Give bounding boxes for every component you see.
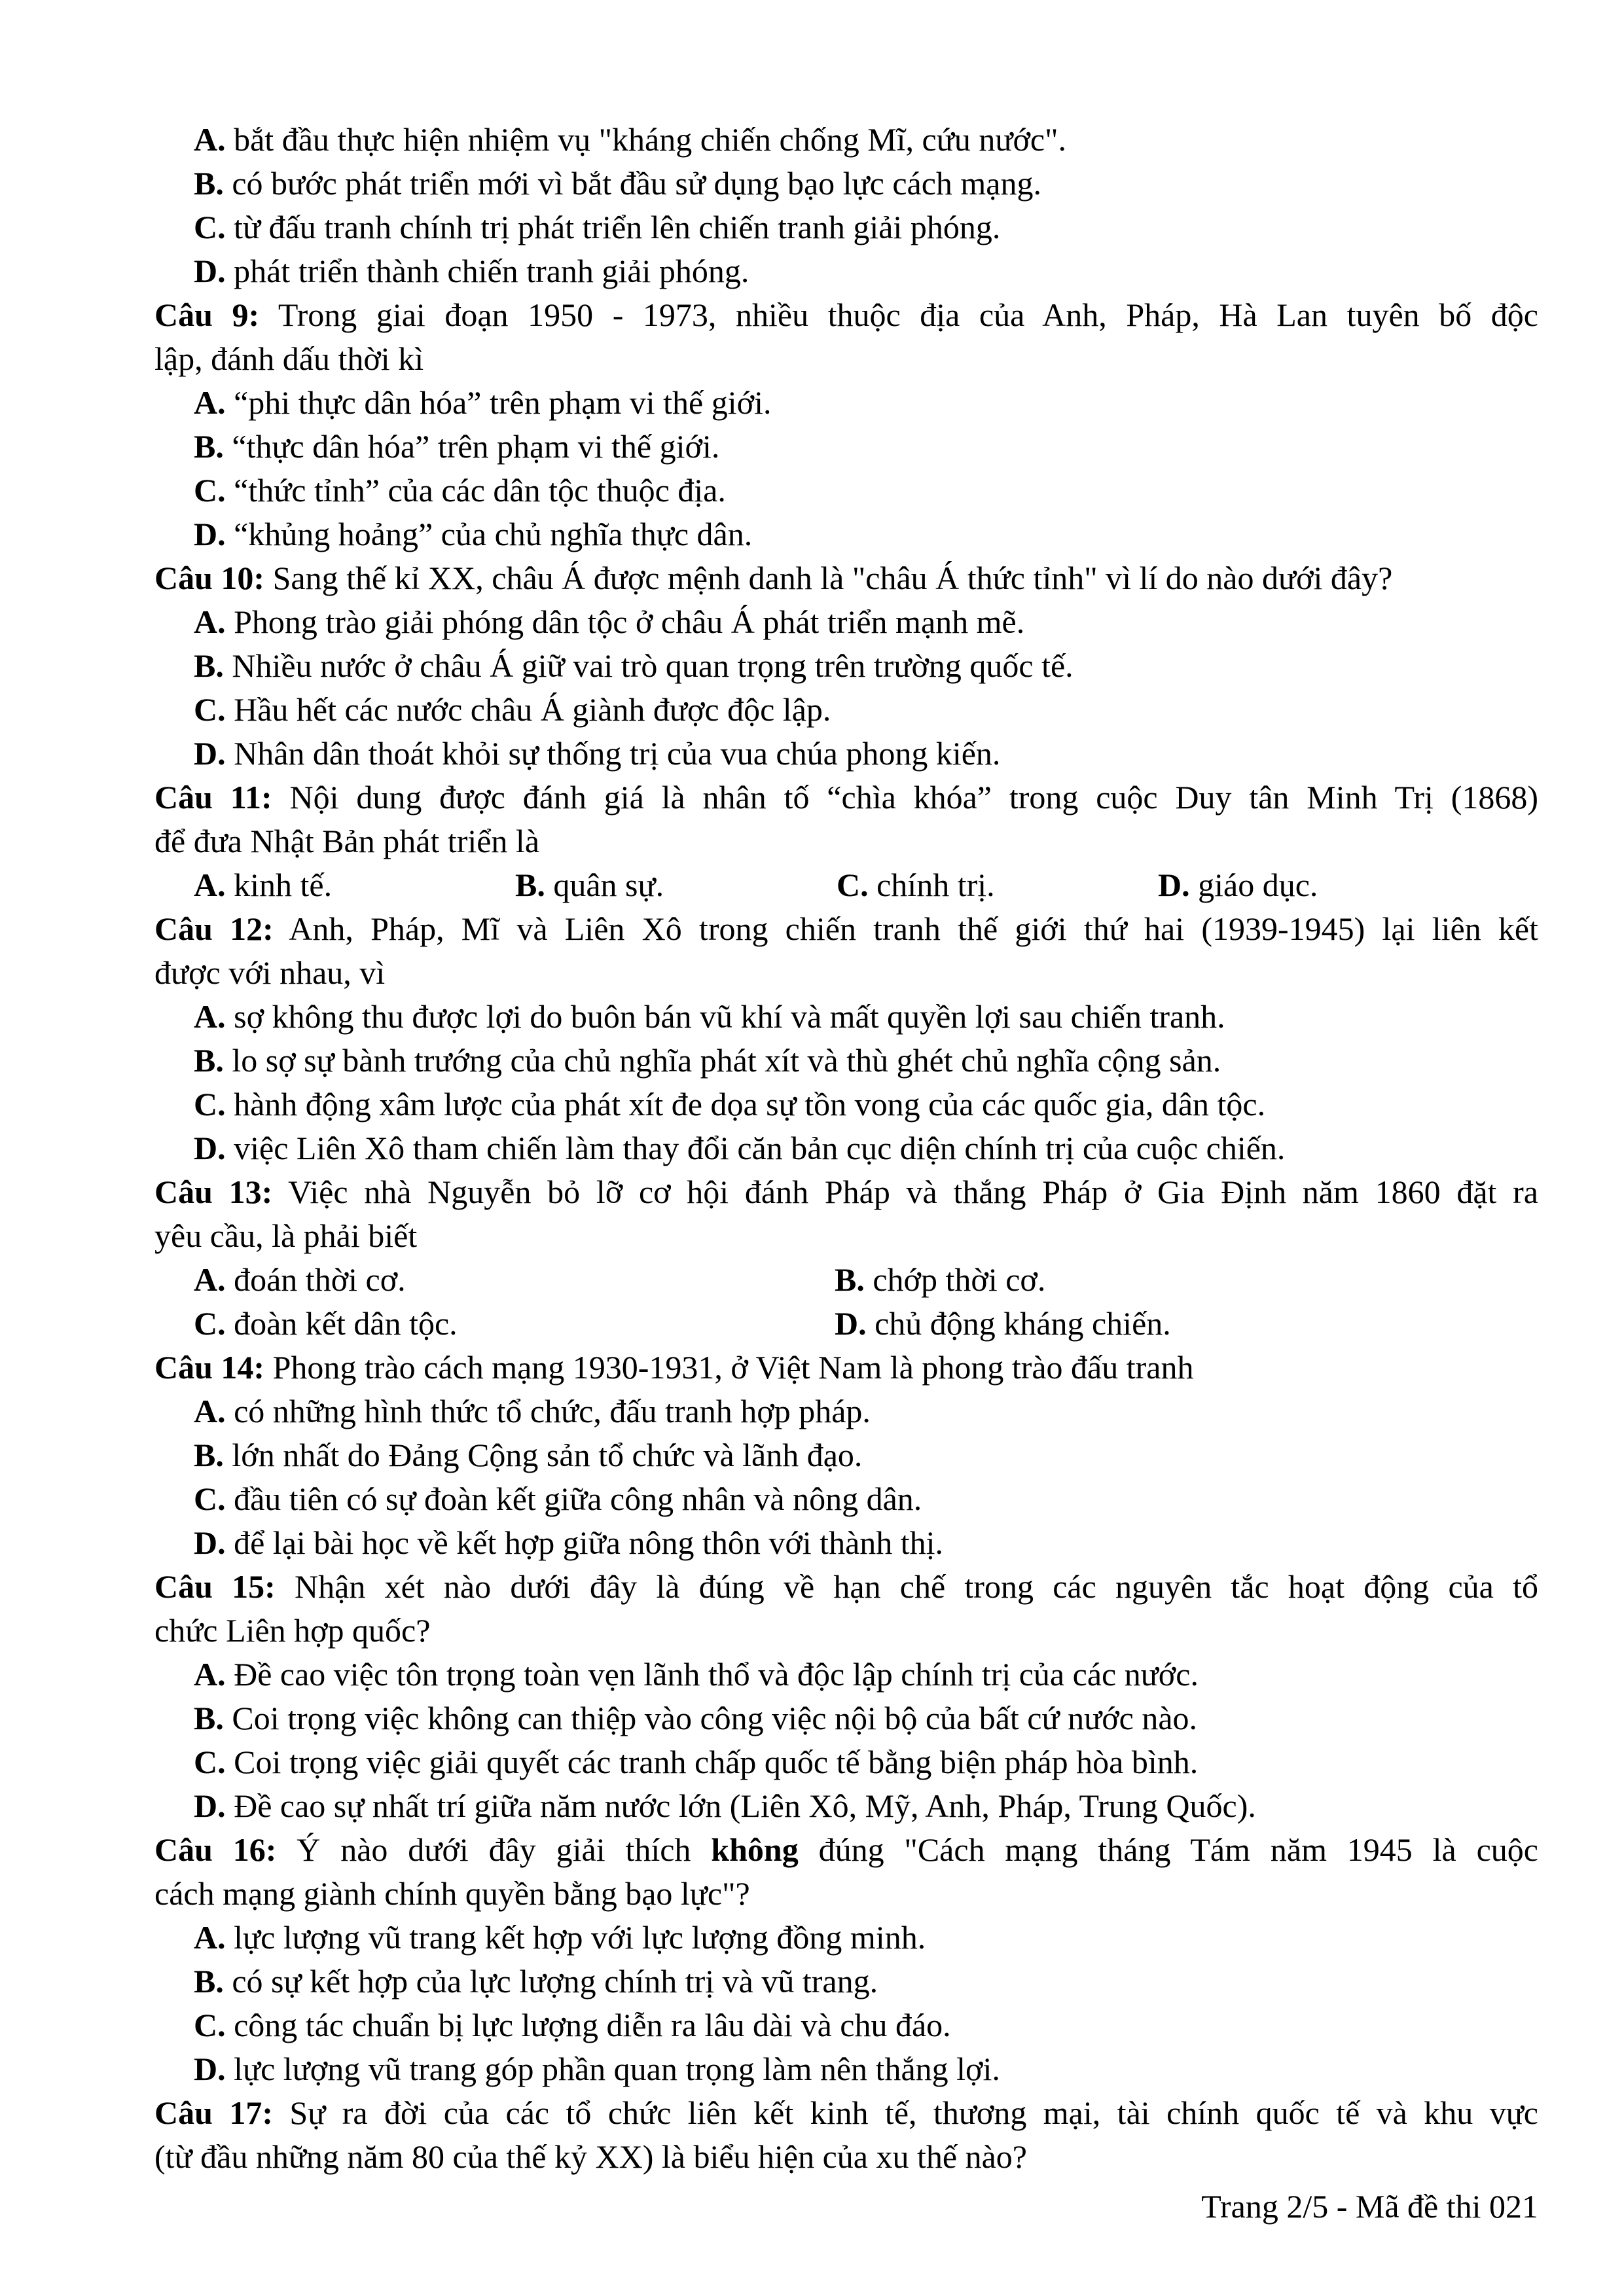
question-text-line: Câu 14: Phong trào cách mạng 1930-1931, ở Việt Nam là phong trào đấu tranh [154,1349,1194,1386]
question-text-line: Câu 10: Sang thế kỉ XX, châu Á được mệnh danh là "châu Á thức tỉnh" vì lí do nào dưới đây? [154,560,1393,596]
question-number-label: Câu 15: [154,1568,276,1605]
option-text: Đề cao sự nhất trí giữa năm nước lớn (Liên Xô, Mỹ, Anh, Pháp, Trung Quốc). [234,1787,1256,1824]
option-text: việc Liên Xô tham chiến làm thay đổi căn bản cục diện chính trị của cuộc chiến. [234,1130,1286,1166]
option-text: để lại bài học về kết hợp giữa nông thôn với thành thị. [234,1524,944,1561]
option-letter: B. [835,1261,865,1298]
option-letter: D. [835,1305,867,1342]
question-text-line: Câu 12: Anh, Pháp, Mĩ và Liên Xô trong chiến tranh thế giới thứ hai (1939-1945) lại liên kết [154,910,1538,947]
option-text: lo sợ sự bành trướng của chủ nghĩa phát xít và thù ghét chủ nghĩa cộng sản. [232,1042,1221,1079]
option [154,162,1538,206]
question-number-label: Câu 10: [154,560,265,596]
option-letter: C. [194,2007,226,2043]
option [154,2003,1538,2047]
question-text-line: Câu 16: Ý nào dưới đây giải thích không đúng "Cách mạng tháng Tám năm 1945 là cuộc [154,1831,1538,1868]
option-letter: D. [194,735,226,772]
question-text-line: cách mạng giành chính quyền bằng bạo lực"? [154,1875,750,1912]
question-text-line: lập, đánh dấu thời kì [154,340,424,377]
question-number-label: Câu 12: [154,910,274,947]
question-block [154,293,1538,556]
option [835,1302,1171,1346]
option [154,381,1538,425]
question-number-label: Câu 14: [154,1349,265,1386]
option [194,1302,835,1346]
option-text: từ đấu tranh chính trị phát triển lên chiến tranh giải phóng. [234,209,1001,245]
option [154,688,1538,732]
option-text: có sự kết hợp của lực lượng chính trị và vũ trang. [232,1963,878,2000]
question-text-line: Câu 11: Nội dung được đánh giá là nhân tố “chìa khóa” trong cuộc Duy tân Minh Trị (1868) [154,779,1538,816]
option-text: có bước phát triển mới vì bắt đầu sử dụng bạo lực cách mạng. [232,165,1041,202]
option-text: Coi trọng việc giải quyết các tranh chấp quốc tế bằng biện pháp hòa bình. [234,1744,1199,1780]
question-text-line: được với nhau, vì [154,954,386,991]
option [154,1083,1538,1126]
option-letter: B. [194,1700,224,1736]
option [154,1916,1538,1960]
option-text: sợ không thu được lợi do buôn bán vũ khí và mất quyền lợi sau chiến tranh. [234,998,1225,1035]
option [154,1521,1538,1565]
option-text: đoàn kết dân tộc. [234,1305,458,1342]
option [154,469,1538,512]
option-text: Hầu hết các nước châu Á giành được độc lập. [234,691,831,728]
question-block [154,1828,1538,2091]
option [154,206,1538,249]
option-text: chớp thời cơ. [873,1261,1046,1298]
option [1158,863,1318,907]
option [194,1258,835,1302]
option [154,249,1538,293]
option-letter: C. [194,691,226,728]
question-block [154,1170,1538,1346]
question-block [154,1346,1538,1565]
question-text-line: Câu 9: Trong giai đoạn 1950 - 1973, nhiều thuộc địa của Anh, Pháp, Hà Lan tuyên bố độc [154,296,1538,333]
option-letter: A. [194,1919,226,1956]
option [154,644,1538,688]
option-text: “thực dân hóa” trên phạm vi thế giới. [232,428,720,465]
question-number-label: Câu 16: [154,1831,277,1868]
question-block [154,118,1538,293]
option-text: bắt đầu thực hiện nhiệm vụ "kháng chiến chống Mĩ, cứu nước". [234,121,1066,158]
question-number-label: Câu 17: [154,2094,273,2131]
option-text: “khủng hoảng” của chủ nghĩa thực dân. [234,516,753,552]
option [154,1740,1538,1784]
option [154,118,1538,162]
option-letter: A. [194,1261,226,1298]
option [154,995,1538,1039]
question-number-label: Câu 11: [154,779,272,816]
option-text: Nhiều nước ở châu Á giữ vai trò quan trọng trên trường quốc tế. [232,647,1074,684]
option-letter: C. [837,867,869,903]
option-letter: D. [194,253,226,289]
option-letter: C. [194,1480,226,1517]
option-row [154,1258,1538,1302]
option [154,1696,1538,1740]
option [154,732,1538,776]
option-letter: A. [194,121,226,158]
option [154,2047,1538,2091]
option [154,512,1538,556]
option-text: chủ động kháng chiến. [875,1305,1171,1342]
question-text-line: Câu 17: Sự ra đời của các tổ chức liên kết kinh tế, thương mại, tài chính quốc tế và khu vực [154,2094,1538,2131]
option-letter: B. [194,647,224,684]
option-text: lớn nhất do Đảng Cộng sản tổ chức và lãnh đạo. [232,1437,863,1473]
option-letter: C. [194,1086,226,1122]
option-letter: C. [194,1744,226,1780]
question-text-line: (từ đầu những năm 80 của thế kỷ XX) là biểu hiện của xu thế nào? [154,2138,1027,2175]
option-text: chính trị. [876,867,995,903]
option [154,1784,1538,1828]
question-text-line: Câu 13: Việc nhà Nguyễn bỏ lỡ cơ hội đánh Pháp và thắng Pháp ở Gia Định năm 1860 đặt ra [154,1174,1538,1210]
option [154,1390,1538,1433]
option-letter: D. [1158,867,1190,903]
option [154,1433,1538,1477]
option-row [154,863,1538,907]
option-letter: C. [194,1305,226,1342]
option-text: đoán thời cơ. [234,1261,406,1298]
question-block [154,776,1538,907]
option-text: Nhân dân thoát khỏi sự thống trị của vua chúa phong kiến. [234,735,1001,772]
option [154,600,1538,644]
option [154,1960,1538,2003]
option-text: quân sự. [553,867,664,903]
option-letter: D. [194,1130,226,1166]
option [835,1258,1045,1302]
question-number-label: Câu 13: [154,1174,273,1210]
option-text: Phong trào giải phóng dân tộc ở châu Á phát triển mạnh mẽ. [234,603,1025,640]
option-row [154,1302,1538,1346]
question-block [154,907,1538,1170]
option-letter: D. [194,1787,226,1824]
option-text: “phi thực dân hóa” trên phạm vi thế giới. [234,384,772,421]
question-text-line: yêu cầu, là phải biết [154,1217,418,1254]
option-letter: C. [194,472,226,509]
option [154,1477,1538,1521]
option-text: hành động xâm lược của phát xít đe dọa sự tồn vong của các quốc gia, dân tộc. [234,1086,1266,1122]
question-number-label: Câu 9: [154,296,260,333]
option-letter: D. [194,2051,226,2087]
question-text-line: để đưa Nhật Bản phát triển là [154,823,540,859]
option-letter: A. [194,1393,226,1429]
option-text: lực lượng vũ trang kết hợp với lực lượng đồng minh. [234,1919,926,1956]
question-block [154,556,1538,776]
option-letter: A. [194,384,226,421]
option-text: lực lượng vũ trang góp phần quan trọng làm nên thắng lợi. [234,2051,1000,2087]
option-letter: B. [194,1042,224,1079]
option [154,1039,1538,1083]
option-text: có những hình thức tổ chức, đấu tranh hợp pháp. [234,1393,871,1429]
option [194,863,515,907]
option-letter: C. [194,209,226,245]
question-block [154,1565,1538,1828]
option-text: Đề cao việc tôn trọng toàn vẹn lãnh thổ và độc lập chính trị của các nước. [234,1656,1199,1693]
option [515,863,837,907]
option-text: công tác chuẩn bị lực lượng diễn ra lâu dài và chu đáo. [234,2007,951,2043]
option-letter: B. [194,165,224,202]
option-text: “thức tỉnh” của các dân tộc thuộc địa. [234,472,726,509]
option [154,425,1538,469]
question-text-line: Câu 15: Nhận xét nào dưới đây là đúng về hạn chế trong các nguyên tắc hoạt động của tổ [154,1568,1538,1605]
option-letter: A. [194,1656,226,1693]
option-letter: A. [194,998,226,1035]
emphasis-bold: không [711,1831,799,1868]
option [154,1126,1538,1170]
option-text: phát triển thành chiến tranh giải phóng. [234,253,749,289]
questions [154,118,1538,2179]
option-text: kinh tế. [234,867,333,903]
option-text: giáo dục. [1198,867,1318,903]
option-letter: A. [194,867,226,903]
option-letter: A. [194,603,226,640]
option [154,1653,1538,1696]
option-text: đầu tiên có sự đoàn kết giữa công nhân và nông dân. [234,1480,922,1517]
option-letter: B. [194,1437,224,1473]
question-block [154,2091,1538,2179]
option-letter: B. [515,867,545,903]
option-letter: B. [194,1963,224,2000]
option-letter: D. [194,1524,226,1561]
option-text: Coi trọng việc không can thiệp vào công việc nội bộ của bất cứ nước nào. [232,1700,1198,1736]
option-letter: D. [194,516,226,552]
page-footer: Trang 2/5 - Mã đề thi 021 [1201,2188,1538,2225]
option [837,863,1158,907]
option-letter: B. [194,428,224,465]
question-text-line: chức Liên hợp quốc? [154,1612,431,1649]
